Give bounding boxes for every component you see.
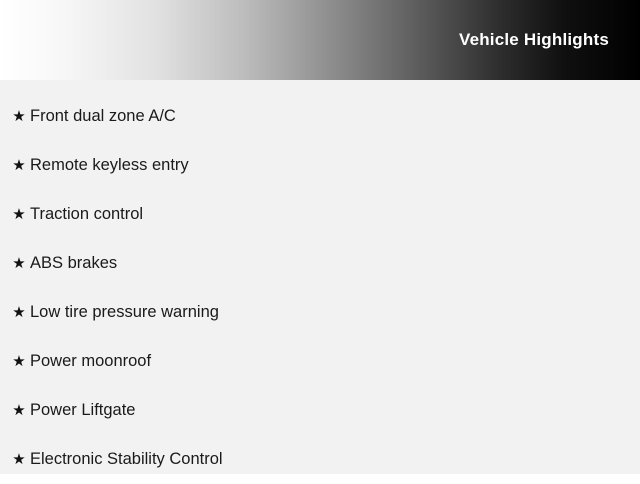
- list-item-label: Electronic Stability Control: [30, 450, 223, 469]
- list-item-label: Low tire pressure warning: [30, 303, 219, 322]
- list-item: [0, 190, 640, 239]
- star-icon: ★: [12, 451, 26, 468]
- list-item: [0, 288, 640, 337]
- list-item-label: Front dual zone A/C: [30, 107, 176, 126]
- list-item-label: Power moonroof: [30, 352, 152, 371]
- list-item-label: Traction control: [30, 205, 144, 224]
- star-icon: ★: [12, 108, 26, 125]
- star-icon: ★: [12, 353, 26, 370]
- highlights-content: [0, 80, 640, 480]
- list-item: [0, 92, 640, 141]
- list-item: [0, 141, 640, 190]
- star-icon: ★: [12, 157, 26, 174]
- footer-divider: [0, 474, 640, 480]
- star-icon: ★: [12, 206, 26, 223]
- star-icon: ★: [12, 304, 26, 321]
- list-item: [0, 386, 640, 435]
- vehicle-highlights-list: [0, 92, 640, 484]
- list-item-label: ABS brakes: [30, 254, 118, 273]
- list-item: [0, 337, 640, 386]
- slide-header: [0, 0, 640, 80]
- page-title: Vehicle Highlights: [458, 30, 609, 49]
- list-item-label: Remote keyless entry: [30, 156, 189, 175]
- star-icon: ★: [12, 255, 26, 272]
- list-item-label: Power Liftgate: [30, 401, 136, 420]
- star-icon: ★: [12, 402, 26, 419]
- list-item: [0, 239, 640, 288]
